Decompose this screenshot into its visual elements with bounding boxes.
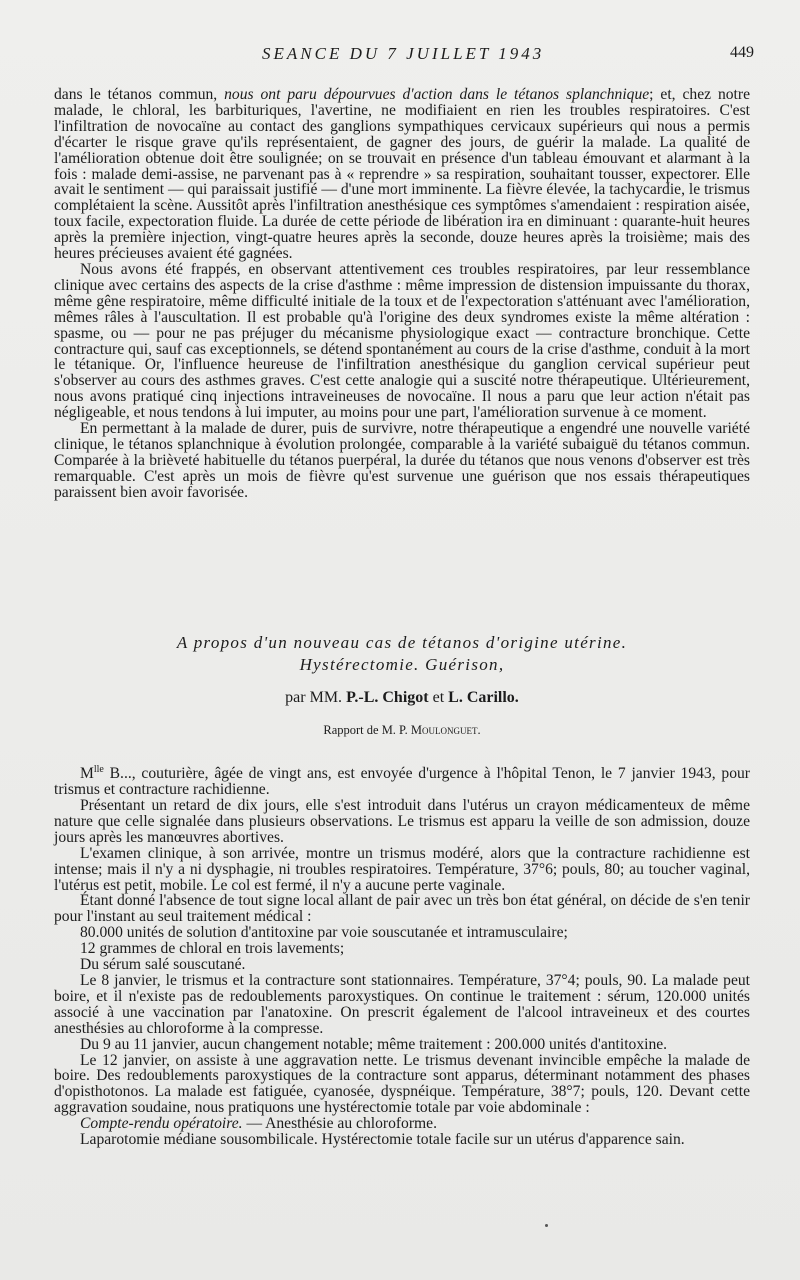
paragraph: Nous avons été frappés, en observant attentivement ces troubles respiratoires, par leur ressemblance clinique avec certains des aspects de la crise d'asthme : même impression de distension impuissante du thorax, même gêne respiratoire, même difficulté initiale de la toux et de l'expectoration s'atténuant avec l'amélioration, mêmes râles à l'auscultation. Il est probable qu'à l'origine des deux syndromes existe la même altération : spasme, ou — pour ne pas préjuger du mécanisme physiologique exact — contracture bronchique. Cette contracture qui, sauf cas exceptionnels, se détend spontanément au cours de la crise d'asthme, conduit à la mort le tétanique. Or, l'influence heureuse de l'infiltration anesthésique du ganglion cervical supérieur peut s'observer au cours des asthmes graves. C'est cette analogie qui a suscité notre thérapeutique. Ultérieurement, nous avons pratiqué cinq injections intraveineuses de novocaïne. Il nous a paru que leur action n'était pas négligeable, et nous tendons à lui imputer, au moins pour une part, l'amélioration survenue à ce moment. — [54, 260, 750, 422]
list-item: 12 grammes de chloral en trois lavements; — [80, 940, 345, 958]
text-run: dans le tétanos commun, — [54, 86, 225, 103]
authors-join: et — [428, 689, 449, 706]
paragraph: Le 12 janvier, on assiste à une aggravation nette. Le trismus devenant invincible empêche la malade de boire. Des redoublements paroxystiques de la contracture sont apparus, déterminant notamment des phases d'opisthotonos. La malade est fatiguée, cyanosée, dyspnéique. Température, 38°7; pouls, 120. Devant cette aggravation soudaine, nous pratiquons une hystérectomie totale par voie abdominale : — [54, 1051, 750, 1117]
text-run: M — [80, 765, 94, 783]
paragraph: Du 9 au 11 janvier, aucun changement notable; même traitement : 200.000 unités d'antitoxine. — [80, 1035, 668, 1053]
list-item: Du sérum salé souscutané. — [80, 956, 246, 974]
paragraph: Laparotomie médiane sousombilicale. Hystérectomie totale facile sur un utérus d'apparence sain. — [80, 1131, 685, 1149]
article-title — [54, 632, 750, 676]
paragraph — [54, 1116, 750, 1132]
author-name: P.-L. Chigot — [346, 689, 429, 706]
page-number: 449 — [730, 44, 754, 61]
text-run: ; et, chez notre malade, le chloral, les barbituriques, l'avertine, ne modifiaient en rien les troubles respiratoires. C'est l'infiltration de novocaïne au contact des ganglions sympathiques cervicaux supérieurs qui nous a permis d'écarter le risque grave qu'ils représentaient, de gagner des jours, de guérir la malade. La qualité de l'amélioration obtenue doit être soulignée; on se trouvait en présence d'un tableau émouvant et alarmant à la fois : malade demi-assise, ne parvenant pas à « reprendre » sa respiration, souhaitant tousser, expectorer. Elle avait le sentiment — qui paraissait justifié — d'une mort imminente. La fièvre élevée, la tachycardie, le trismus complétaient la scène. Aussitôt après l'infiltration anesthésique ces symptômes s'amendaient : respiration aisée, toux facile, expectoration fluide. La durée de cette période de libération ira en diminuant : quarante-huit heures après la première injection, vingt-quatre heures après la seconde, douze heures après la troisième; mais des heures précieuses avaient été gagnées. — [54, 86, 750, 263]
page-header — [0, 44, 800, 66]
paragraph: Le 8 janvier, le trismus et la contracture sont stationnaires. Température, 37°4; pouls, 90. La malade peut boire, et il n'existe pas de redoublements paroxystiques. On continue le traitement : sérum, 120.000 unités associé à une vaccination par l'anatoxine. On prescrit également de l'alcool intraveineux et des courtes anesthésies au chloroforme à la compresse. — [54, 971, 750, 1037]
paragraph: Étant donné l'absence de tout signe local allant de pair avec un très bon état général, on décide de s'en tenir pour l'instant au seul traitement médical : — [54, 892, 750, 926]
authors-line — [54, 688, 750, 708]
article-heading — [54, 632, 750, 738]
text-run: B..., couturière, âgée de vingt ans, est envoyée d'urgence à l'hôpital Tenon, le 7 janvier 1943, pour trismus et contracture rachidienne. — [54, 765, 750, 799]
paragraph: L'examen clinique, à son arrivée, montre un trismus modéré, alors que la contracture rachidienne est intense; mais il n'y a ni dysphagie, ni troubles respiratoires. Température, 37°6; pouls, 80; au toucher vaginal, l'utérus est petit, mobile. Le col est fermé, il n'y a aucune perte vaginale. — [54, 844, 750, 894]
running-title: SEANCE DU 7 JUILLET 1943 — [262, 44, 545, 63]
italic-run: nous ont paru dépourvues d'action dans le tétanos splanchnique — [224, 86, 650, 103]
article-title-line: A propos d'un nouveau cas de tétanos d'origine utérine. — [176, 633, 628, 652]
paragraph: En permettant à la malade de durer, puis de survivre, notre thérapeutique a engendré une nouvelle variété clinique, le tétanos splanchnique à évolution prolongée, comparable à la variété subaiguë du tétanos commun. Comparée à la brièveté habituelle du tétanos puerpéral, la durée du tétanos que nous venons d'observer est très remarquable. C'est après un mois de fièvre qu'est survenue une guérison que nos essais thérapeutiques paraissent bien avoir favorisée. — [54, 420, 750, 501]
paragraph — [54, 87, 750, 262]
ink-speck — [545, 1224, 548, 1227]
author-name: L. Carillo. — [448, 689, 519, 706]
rapport-line — [54, 722, 750, 738]
italic-run: Compte-rendu opératoire. — [80, 1115, 243, 1133]
text-run: — Anesthésie au chloroforme. — [242, 1115, 437, 1133]
article-title-line: Hystérectomie. Guérison, — [299, 655, 505, 674]
paragraph — [54, 762, 750, 798]
list-item: 80.000 unités de solution d'antitoxine par voie souscutanée et intramusculaire; — [80, 924, 568, 942]
superscript: lle — [93, 764, 104, 775]
paragraph: Présentant un retard de dix jours, elle s'est introduit dans l'utérus un crayon médicamenteux de même nature que celle signalée dans plusieurs observations. Le trismus est apparu la veille de son admission, douze jours après les manœuvres abortives. — [54, 797, 750, 846]
authors-prefix: par MM. — [285, 689, 347, 706]
rapport-name: Moulonguet. — [410, 723, 481, 737]
section-continued-text — [54, 87, 750, 501]
rapport-prefix: Rapport de M. P. — [323, 723, 411, 737]
case-report-text — [54, 762, 750, 1148]
